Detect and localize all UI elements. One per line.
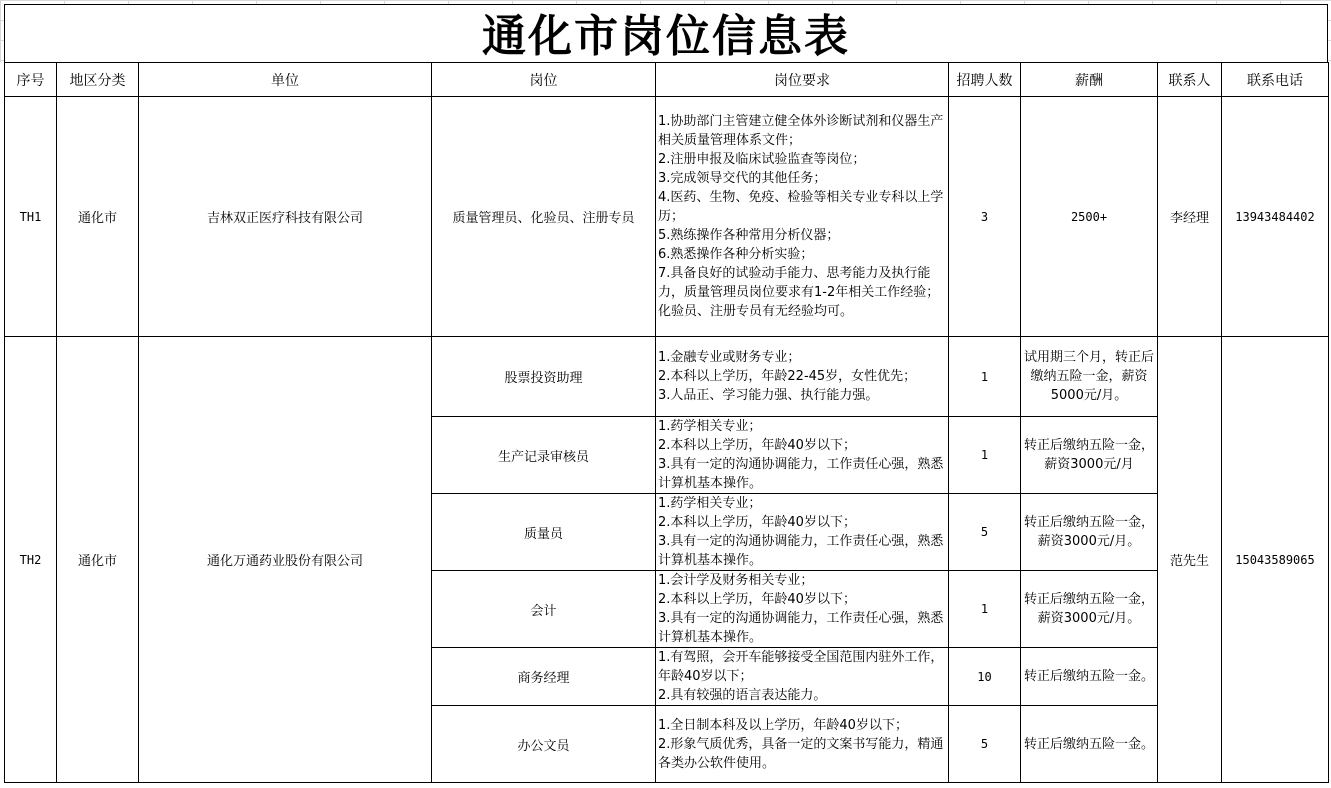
requirements-cell[interactable] — [656, 97, 949, 337]
salary-cell[interactable]: 转正后缴纳五险一金。 — [1021, 706, 1158, 783]
requirement-line: 6.熟悉操作各种分析实验； — [658, 247, 814, 262]
requirement-line: 3.具有一定的沟通协调能力，工作责任心强，熟悉计算机基本操作。 — [658, 534, 944, 568]
salary-cell[interactable]: 转正后缴纳五险一金，薪资3000元/月。 — [1021, 494, 1158, 571]
company-cell[interactable]: 通化万通药业股份有限公司 — [139, 337, 432, 783]
job-table — [4, 62, 1329, 783]
salary-cell[interactable]: 试用期三个月，转正后缴纳五险一金，薪资5000元/月。 — [1021, 337, 1158, 417]
requirement-line: 4.医药、生物、免疫、检验等相关专业专科以上学历； — [658, 190, 944, 224]
region-cell[interactable]: 通化市 — [57, 97, 139, 337]
count-cell[interactable]: 1 — [949, 417, 1021, 494]
requirement-line: 3.具有一定的沟通协调能力，工作责任心强，熟悉计算机基本操作。 — [658, 457, 944, 491]
phone-cell[interactable]: 13943484402 — [1222, 97, 1329, 337]
header-count[interactable]: 招聘人数 — [949, 63, 1021, 97]
contact-cell[interactable]: 李经理 — [1158, 97, 1222, 337]
header-region[interactable]: 地区分类 — [57, 63, 139, 97]
salary-cell[interactable]: 2500+ — [1021, 97, 1158, 337]
header-requirements[interactable]: 岗位要求 — [656, 63, 949, 97]
requirements-cell[interactable] — [656, 337, 949, 417]
salary-cell[interactable]: 转正后缴纳五险一金，薪资3000元/月。 — [1021, 571, 1158, 648]
requirement-line: 7.具备良好的试验动手能力、思考能力及执行能力，质量管理员岗位要求有1-2年相关工作经验；化验员、注册专员有无经验均可。 — [658, 266, 940, 319]
table-row — [5, 337, 1329, 417]
row-no-cell[interactable]: TH2 — [5, 337, 57, 783]
requirements-cell[interactable] — [656, 571, 949, 648]
requirement-line: 1.有驾照，会开车能够接受全国范围内驻外工作，年龄40岁以下； — [658, 650, 944, 684]
header-contact[interactable]: 联系人 — [1158, 63, 1222, 97]
row-no-cell[interactable]: TH1 — [5, 97, 57, 337]
requirement-line: 2.本科以上学历，年龄40岁以下； — [658, 592, 856, 607]
requirements-cell[interactable] — [656, 648, 949, 706]
requirement-line: 1.药学相关专业； — [658, 419, 762, 434]
phone-cell[interactable]: 15043589065 — [1222, 337, 1329, 783]
position-cell[interactable]: 质量管理员、化验员、注册专员 — [432, 97, 656, 337]
requirement-line: 2.形象气质优秀，具备一定的文案书写能力，精通各类办公软件使用。 — [658, 736, 944, 771]
requirement-line: 3.具有一定的沟通协调能力，工作责任心强，熟悉计算机基本操作。 — [658, 611, 944, 645]
position-cell[interactable]: 办公文员 — [432, 706, 656, 783]
count-cell[interactable]: 5 — [949, 706, 1021, 783]
requirements-cell[interactable] — [656, 417, 949, 494]
position-cell[interactable]: 生产记录审核员 — [432, 417, 656, 494]
requirement-line: 2.具有较强的语言表达能力。 — [658, 688, 827, 703]
requirement-line: 1.会计学及财务相关专业； — [658, 573, 814, 588]
count-cell[interactable]: 1 — [949, 337, 1021, 417]
requirement-line: 3.人品正、学习能力强、执行能力强。 — [658, 388, 879, 403]
requirement-line: 1.协助部门主管建立健全体外诊断试剂和仪器生产相关质量管理体系文件； — [658, 114, 944, 148]
requirement-line: 1.全日制本科及以上学历，年龄40岁以下； — [658, 717, 908, 733]
page-title: 通化市岗位信息表 — [482, 11, 850, 62]
contact-cell[interactable]: 范先生 — [1158, 337, 1222, 783]
salary-cell[interactable]: 转正后缴纳五险一金。 — [1021, 648, 1158, 706]
header-no[interactable]: 序号 — [5, 63, 57, 97]
header-company[interactable]: 单位 — [139, 63, 432, 97]
requirement-line: 5.熟练操作各种常用分析仪器； — [658, 228, 840, 243]
requirements-cell[interactable] — [656, 706, 949, 783]
sheet-grid-background — [0, 0, 1331, 62]
count-cell[interactable]: 10 — [949, 648, 1021, 706]
position-cell[interactable]: 质量员 — [432, 494, 656, 571]
requirement-line: 2.本科以上学历，年龄40岁以下； — [658, 515, 856, 530]
region-cell[interactable]: 通化市 — [57, 337, 139, 783]
title-cell[interactable] — [4, 4, 1328, 62]
count-cell[interactable]: 1 — [949, 571, 1021, 648]
requirement-line: 1.药学相关专业； — [658, 496, 762, 511]
requirement-line: 2.本科以上学历，年龄40岁以下； — [658, 438, 856, 453]
requirement-line: 1.金融专业或财务专业； — [658, 350, 801, 365]
table-row — [5, 97, 1329, 337]
position-cell[interactable]: 商务经理 — [432, 648, 656, 706]
header-salary[interactable]: 薪酬 — [1021, 63, 1158, 97]
header-row — [5, 63, 1329, 97]
requirement-line: 3.完成领导交代的其他任务； — [658, 171, 827, 186]
header-phone[interactable]: 联系电话 — [1222, 63, 1329, 97]
count-cell[interactable]: 5 — [949, 494, 1021, 571]
company-cell[interactable]: 吉林双正医疗科技有限公司 — [139, 97, 432, 337]
requirement-line: 2.本科以上学历，年龄22-45岁，女性优先； — [658, 369, 917, 384]
position-cell[interactable]: 股票投资助理 — [432, 337, 656, 417]
count-cell[interactable]: 3 — [949, 97, 1021, 337]
requirement-line: 2.注册申报及临床试验监查等岗位； — [658, 152, 866, 167]
salary-cell[interactable]: 转正后缴纳五险一金，薪资3000元/月 — [1021, 417, 1158, 494]
header-position[interactable]: 岗位 — [432, 63, 656, 97]
requirements-cell[interactable] — [656, 494, 949, 571]
position-cell[interactable]: 会计 — [432, 571, 656, 648]
